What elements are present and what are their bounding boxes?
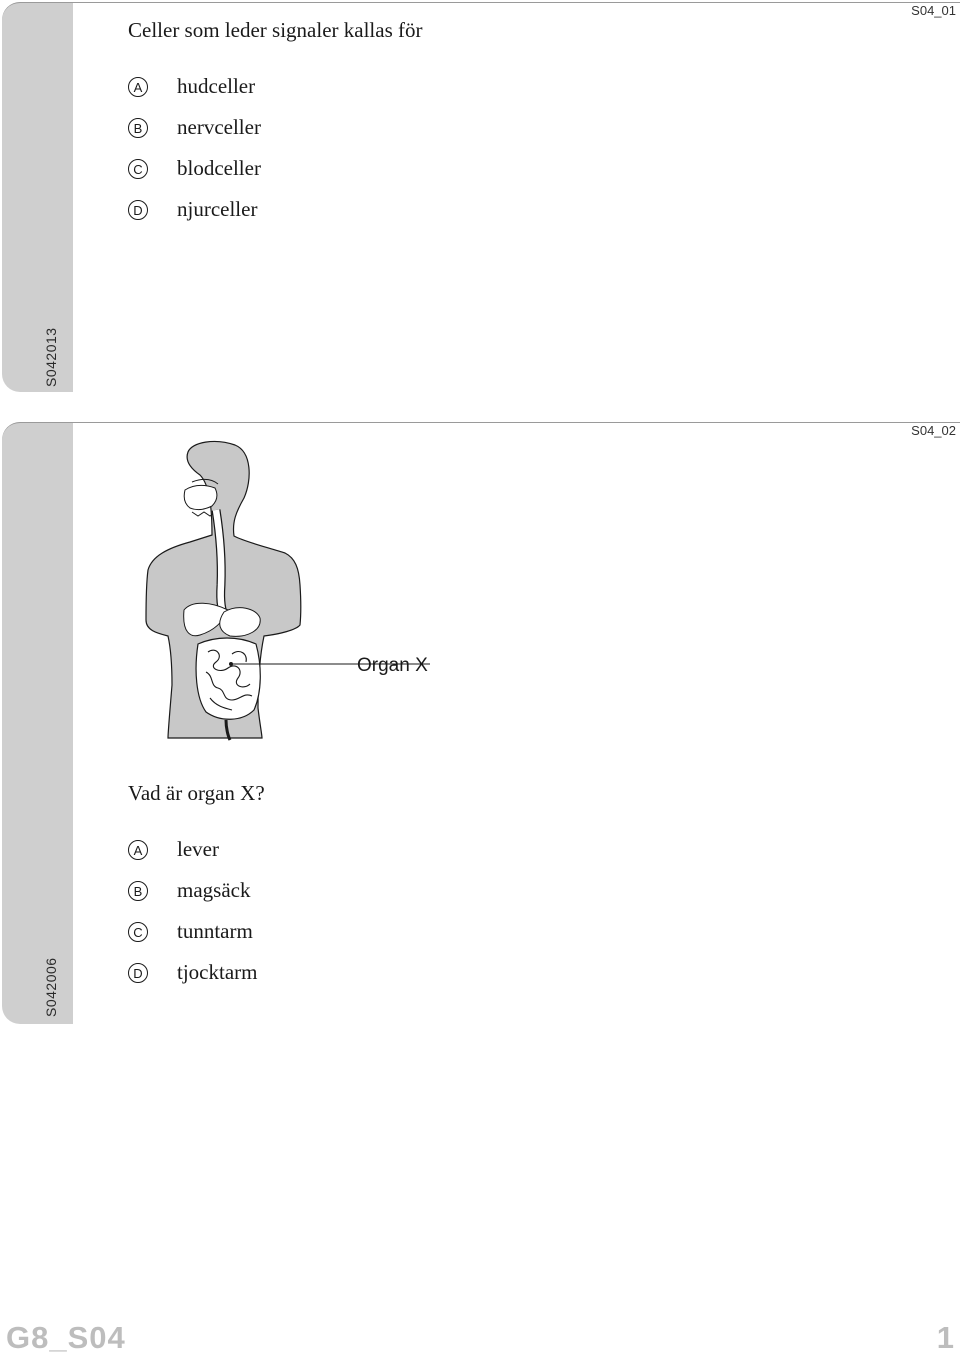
option-text: nervceller (177, 115, 261, 139)
option-letter-circle[interactable]: A (128, 840, 148, 860)
option-letter-circle[interactable]: C (128, 159, 148, 179)
question-card-1 (0, 2, 960, 392)
option-text: tjocktarm (177, 960, 258, 984)
large-intestine (196, 638, 260, 719)
option-letter-circle[interactable]: D (128, 963, 148, 983)
mouth-cavity (184, 485, 217, 509)
item-id-label: S042006 (43, 957, 59, 1017)
option-text: njurceller (177, 197, 258, 221)
page-number: 1 (936, 1320, 954, 1355)
item-id-label: S042013 (43, 327, 59, 387)
question-1-text: Celler som leder signaler kallas för (128, 18, 423, 42)
option-letter-circle[interactable]: B (128, 118, 148, 138)
option-text: magsäck (177, 878, 251, 902)
digestive-system-illustration (120, 440, 450, 750)
option-letter-circle[interactable]: B (128, 881, 148, 901)
option-letter-circle[interactable]: C (128, 922, 148, 942)
question-code: S04_01 (911, 3, 956, 18)
question-2-text: Vad är organ X? (128, 781, 265, 805)
organ-x-label: Organ X (357, 655, 428, 676)
option-letter-circle[interactable]: A (128, 77, 148, 97)
question-code: S04_02 (911, 423, 956, 438)
card-frame (2, 2, 960, 392)
option-letter-circle[interactable]: D (128, 200, 148, 220)
option-text: hudceller (177, 74, 256, 98)
booklet-code: G8_S04 (6, 1320, 126, 1355)
option-text: tunntarm (177, 919, 253, 943)
option-text: blodceller (177, 156, 261, 180)
option-text: lever (177, 837, 219, 861)
